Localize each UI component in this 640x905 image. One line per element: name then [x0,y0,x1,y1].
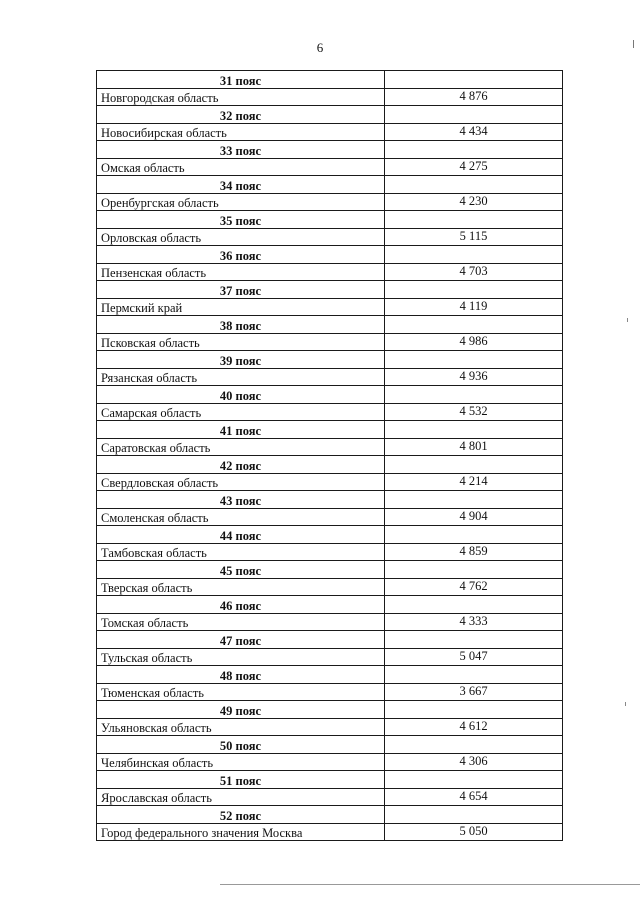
region-value: 5 047 [385,648,563,666]
zone-label: 52 пояс [97,806,385,824]
region-value: 4 801 [385,438,563,456]
scan-mark [627,318,628,322]
region-row [97,753,563,771]
region-value: 4 703 [385,263,563,281]
region-name: Тюменская область [97,683,385,701]
zone-header-row [97,771,563,789]
region-value: 4 333 [385,613,563,631]
region-name: Томская область [97,613,385,631]
zone-label: 36 пояс [97,246,385,264]
region-row [97,88,563,106]
zone-label: 37 пояс [97,281,385,299]
zone-header-row [97,701,563,719]
region-name: Ульяновская область [97,718,385,736]
empty-cell [385,316,563,334]
zone-label: 32 пояс [97,106,385,124]
region-name: Новгородская область [97,88,385,106]
region-row [97,718,563,736]
scan-edge-line [220,884,640,885]
region-row [97,823,563,841]
zone-label: 49 пояс [97,701,385,719]
region-value: 4 532 [385,403,563,421]
empty-cell [385,71,563,89]
region-value: 5 115 [385,228,563,246]
region-row [97,473,563,491]
region-row [97,683,563,701]
zone-header-row [97,596,563,614]
region-value: 4 275 [385,158,563,176]
region-value: 4 230 [385,193,563,211]
region-row [97,648,563,666]
zone-label: 33 пояс [97,141,385,159]
region-name: Самарская область [97,403,385,421]
region-name: Псковская область [97,333,385,351]
region-name: Город федерального значения Москва [97,823,385,841]
empty-cell [385,421,563,439]
zone-label: 41 пояс [97,421,385,439]
zone-label: 47 пояс [97,631,385,649]
region-row [97,403,563,421]
zone-table [96,70,563,841]
zone-header-row [97,421,563,439]
region-row [97,578,563,596]
zone-header-row [97,491,563,509]
region-name: Свердловская область [97,473,385,491]
zone-label: 43 пояс [97,491,385,509]
zone-header-row [97,351,563,369]
zone-header-row [97,456,563,474]
zone-label: 51 пояс [97,771,385,789]
region-value: 3 667 [385,683,563,701]
zone-label: 40 пояс [97,386,385,404]
region-name: Оренбургская область [97,193,385,211]
zone-header-row [97,176,563,194]
region-row [97,543,563,561]
region-name: Челябинская область [97,753,385,771]
zone-label: 38 пояс [97,316,385,334]
empty-cell [385,281,563,299]
zone-header-row [97,316,563,334]
zone-header-row [97,806,563,824]
region-name: Саратовская область [97,438,385,456]
zone-label: 35 пояс [97,211,385,229]
region-row [97,228,563,246]
zone-header-row [97,526,563,544]
empty-cell [385,106,563,124]
region-row [97,368,563,386]
region-value: 4 859 [385,543,563,561]
region-value: 4 214 [385,473,563,491]
region-name: Рязанская область [97,368,385,386]
region-name: Пензенская область [97,263,385,281]
region-name: Орловская область [97,228,385,246]
scan-mark [633,40,634,48]
empty-cell [385,771,563,789]
zone-header-row [97,71,563,89]
region-name: Новосибирская область [97,123,385,141]
zone-header-row [97,141,563,159]
region-value: 4 612 [385,718,563,736]
zone-label: 44 пояс [97,526,385,544]
empty-cell [385,596,563,614]
empty-cell [385,351,563,369]
region-value: 4 904 [385,508,563,526]
region-row [97,158,563,176]
zone-header-row [97,631,563,649]
region-name: Ярославская область [97,788,385,806]
region-name: Тульская область [97,648,385,666]
empty-cell [385,806,563,824]
region-value: 4 762 [385,578,563,596]
region-value: 4 119 [385,298,563,316]
region-value: 4 434 [385,123,563,141]
region-value: 4 986 [385,333,563,351]
zone-label: 46 пояс [97,596,385,614]
region-name: Омская область [97,158,385,176]
region-name: Тверская область [97,578,385,596]
region-row [97,438,563,456]
zone-label: 34 пояс [97,176,385,194]
zone-header-row [97,281,563,299]
region-row [97,263,563,281]
region-value: 5 050 [385,823,563,841]
zone-label: 42 пояс [97,456,385,474]
zone-label: 48 пояс [97,666,385,684]
zone-label: 45 пояс [97,561,385,579]
region-row [97,613,563,631]
empty-cell [385,631,563,649]
empty-cell [385,456,563,474]
zone-table-body [97,71,563,841]
region-name: Пермский край [97,298,385,316]
page-number: 6 [316,40,324,55]
empty-cell [385,176,563,194]
empty-cell [385,666,563,684]
zone-label: 39 пояс [97,351,385,369]
region-row [97,333,563,351]
empty-cell [385,736,563,754]
zone-label: 31 пояс [97,71,385,89]
region-row [97,298,563,316]
empty-cell [385,211,563,229]
empty-cell [385,526,563,544]
zone-header-row [97,246,563,264]
region-row [97,193,563,211]
empty-cell [385,141,563,159]
zone-label: 50 пояс [97,736,385,754]
region-name: Тамбовская область [97,543,385,561]
region-name: Смоленская область [97,508,385,526]
region-value: 4 654 [385,788,563,806]
empty-cell [385,701,563,719]
region-row [97,508,563,526]
region-value: 4 876 [385,88,563,106]
zone-header-row [97,106,563,124]
empty-cell [385,561,563,579]
region-value: 4 936 [385,368,563,386]
empty-cell [385,386,563,404]
zone-header-row [97,211,563,229]
zone-header-row [97,386,563,404]
zone-header-row [97,736,563,754]
zone-header-row [97,666,563,684]
empty-cell [385,491,563,509]
zone-header-row [97,561,563,579]
empty-cell [385,246,563,264]
region-value: 4 306 [385,753,563,771]
region-row [97,123,563,141]
scan-mark [625,702,626,706]
region-row [97,788,563,806]
